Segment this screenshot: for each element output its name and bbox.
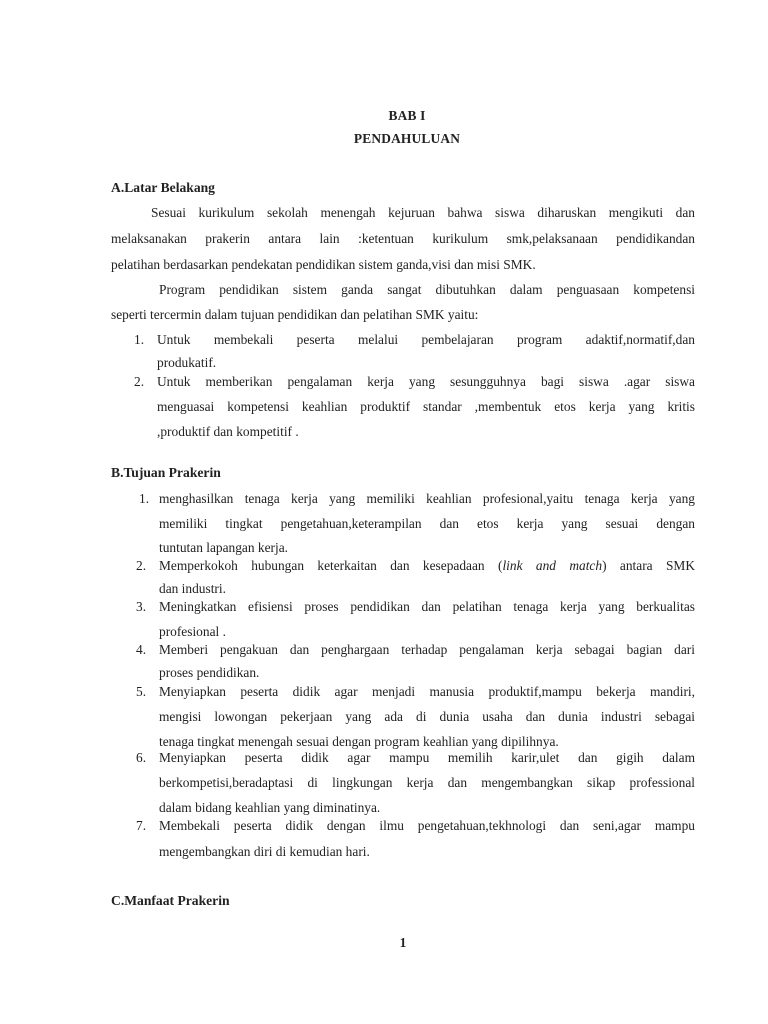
section-b-heading: B.Tujuan Prakerin — [111, 465, 221, 480]
list-item-line: Memberi pengakuan dan penghargaan terhadap pengalaman kerja sebagai bagian dari — [159, 642, 695, 657]
paragraph-line: seperti tercermin dalam tujuan pendidikan dan pelatihan SMK yaitu: — [111, 307, 479, 322]
list-item-number: 2. — [134, 374, 145, 389]
text-segment: Memperkokoh hubungan keterkaitan dan kesepadaan ( — [159, 558, 503, 573]
text-segment: ) antara SMK — [602, 558, 695, 573]
list-item-line: mengisi lowongan pekerjaan yang ada di dunia usaha dan dunia industri sebagai — [159, 709, 695, 724]
list-item-line: produkatif. — [157, 355, 217, 370]
list-item-line: Membekali peserta didik dengan ilmu pengetahuan,tekhnologi dan seni,agar mampu — [159, 818, 695, 833]
list-item-number: 6. — [136, 750, 147, 765]
emphasis-text: link and match — [502, 558, 603, 573]
chapter-title: PENDAHULUAN — [353, 131, 461, 146]
page-number: 1 — [399, 935, 407, 950]
list-item-number: 1. — [134, 332, 145, 347]
paragraph-line: melaksanakan prakerin antara lain :ketentuan kurikulum smk,pelaksanaan pendidikandan — [111, 231, 695, 246]
list-item-number: 3. — [136, 599, 147, 614]
list-item-line: Menyiapkan peserta didik agar mampu memilih karir,ulet dan gigih dalam — [159, 750, 695, 765]
list-item-line: berkompetisi,beradaptasi di lingkungan kerja dan mengembangkan sikap professional — [159, 775, 695, 790]
list-item-line: dan industri. — [159, 581, 226, 596]
chapter-label: BAB I — [388, 108, 426, 123]
list-item-line: Untuk membekali peserta melalui pembelajaran program adaktif,normatif,dan — [157, 332, 695, 347]
list-item-line: profesional . — [159, 624, 226, 639]
list-item-line: ,produktif dan kompetitif . — [157, 424, 299, 439]
list-item-number: 2. — [136, 558, 147, 573]
paragraph-line: Program pendidikan sistem ganda sangat dibutuhkan dalam penguasaan kompetensi — [159, 282, 695, 297]
list-item-line: Menyiapkan peserta didik agar menjadi manusia produktif,mampu bekerja mandiri, — [159, 684, 695, 699]
list-item-line — [159, 558, 695, 574]
list-item-number: 7. — [136, 818, 147, 833]
paragraph-line: Sesuai kurikulum sekolah menengah kejuruan bahwa siswa diharuskan mengikuti dan — [151, 205, 695, 220]
list-item-line: memiliki tingkat pengetahuan,keterampilan dan etos kerja yang sesuai dengan — [159, 516, 695, 531]
list-item-line: tenaga tingkat menengah sesuai dengan program keahlian yang dipilihnya. — [159, 734, 559, 749]
list-item-line: tuntutan lapangan kerja. — [159, 540, 289, 555]
list-item-line: Meningkatkan efisiensi proses pendidikan dan pelatihan tenaga kerja yang berkualitas — [159, 599, 695, 614]
list-item-number: 1. — [139, 491, 150, 506]
list-item-line: mengembangkan diri di kemudian hari. — [159, 844, 370, 859]
list-item-number: 5. — [136, 684, 147, 699]
list-item-number: 4. — [136, 642, 147, 657]
list-item-line: Untuk memberikan pengalaman kerja yang sesungguhnya bagi siswa .agar siswa — [157, 374, 695, 389]
list-item-line: proses pendidikan. — [159, 665, 260, 680]
list-item-line: dalam bidang keahlian yang diminatinya. — [159, 800, 381, 815]
paragraph-line: pelatihan berdasarkan pendekatan pendidikan sistem ganda,visi dan misi SMK. — [111, 257, 536, 272]
section-c-heading: C.Manfaat Prakerin — [111, 893, 230, 908]
section-a-heading: A.Latar Belakang — [111, 180, 215, 195]
list-item-line: menghasilkan tenaga kerja yang memiliki keahlian profesional,yaitu tenaga kerja yang — [159, 491, 695, 506]
list-item-line: menguasai kompetensi keahlian produktif standar ,membentuk etos kerja yang kritis — [157, 399, 695, 414]
